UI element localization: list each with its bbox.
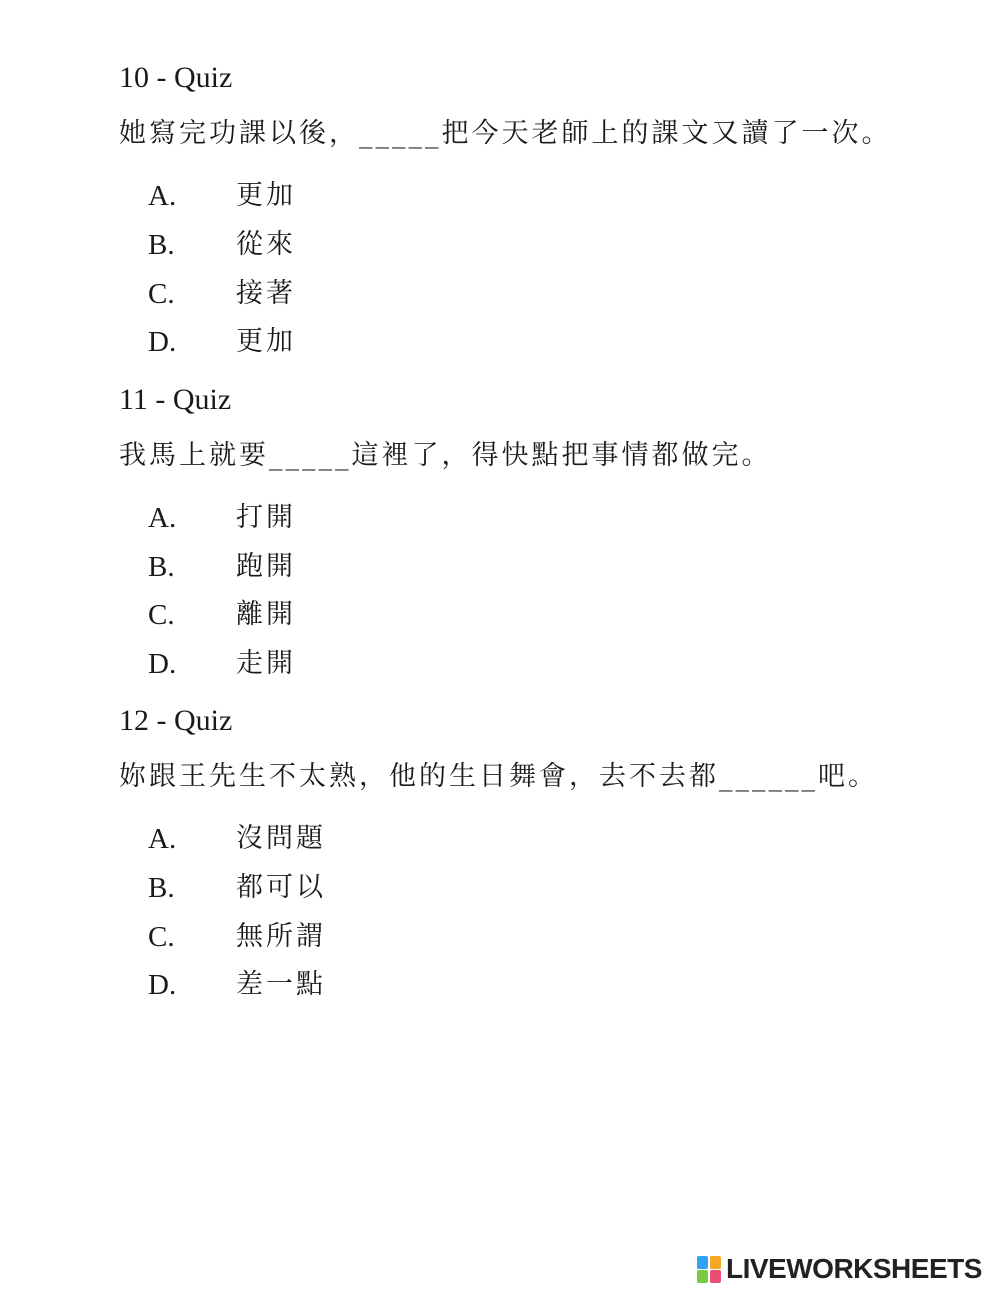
option-text: 打開 — [236, 502, 296, 533]
option-text: 接著 — [236, 278, 296, 309]
option-letter: B. — [148, 229, 175, 261]
option-letter: A. — [148, 502, 177, 534]
option-text: 從來 — [236, 229, 296, 260]
option-text: 差一點 — [236, 969, 326, 1000]
option-letter: B. — [148, 551, 175, 583]
quiz-title: 12 - Quiz — [119, 704, 233, 737]
option-letter: D. — [148, 969, 177, 1001]
quiz-question: 我馬上就要_____這裡了，得快點把事情都做完。 — [119, 440, 772, 471]
option-text: 沒問題 — [236, 823, 326, 854]
option-text: 無所謂 — [236, 921, 326, 952]
brand-mark-icon — [697, 1254, 723, 1284]
option-letter: C. — [148, 921, 175, 953]
option-text: 走開 — [236, 648, 296, 679]
option-text: 離開 — [236, 599, 296, 630]
option-letter: D. — [148, 648, 177, 680]
option-letter: A. — [148, 180, 177, 212]
quiz-title: 10 - Quiz — [119, 61, 233, 94]
option-letter: D. — [148, 326, 177, 358]
liveworksheets-logo — [697, 1252, 982, 1286]
option-letter: C. — [148, 599, 175, 631]
brand-name: LIVEWORKSHEETS — [726, 1253, 982, 1284]
option-letter: B. — [148, 872, 175, 904]
quiz-question: 她寫完功課以後，_____把今天老師上的課文又讀了一次。 — [119, 118, 892, 149]
option-letter: C. — [148, 278, 175, 310]
option-text: 更加 — [236, 180, 296, 211]
option-text: 跑開 — [236, 551, 296, 582]
option-text: 都可以 — [236, 872, 326, 903]
option-letter: A. — [148, 823, 177, 855]
option-text: 更加 — [236, 326, 296, 357]
quiz-title: 11 - Quiz — [119, 383, 232, 416]
quiz-question: 妳跟王先生不太熟，他的生日舞會，去不去都______吧。 — [119, 761, 878, 792]
